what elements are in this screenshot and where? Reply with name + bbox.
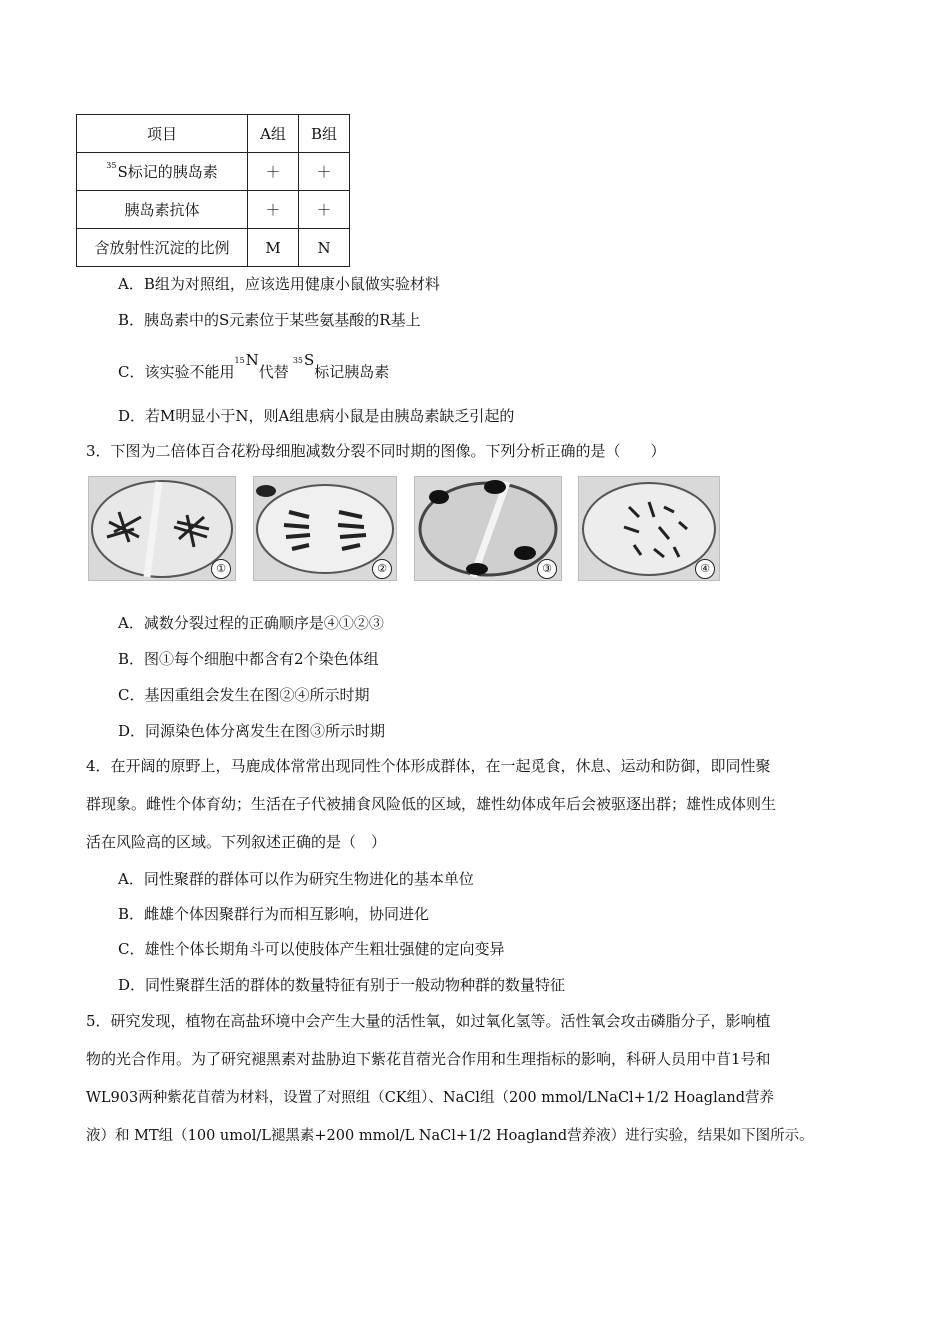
q3-option-b: B．图①每个细胞中都含有2个染色体组 [118,650,379,668]
q4-option-d: D．同性聚群生活的群体的数量特征有别于一般动物种群的数量特征 [118,976,566,994]
q5-stem-line-3: WL903两种紫花苜蓿为材料，设置了对照组（CK组）、NaCl组（200 mmol/LNaCl+1/2 Hoagland营养 [86,1090,774,1106]
table-cell-a: ＋ [248,153,299,191]
micrograph-2 [253,476,397,581]
q2-option-c-text: C．该实验不能用 [118,363,235,381]
q2-option-c-text: 标记胰岛素 [314,363,390,381]
q5-stem-line-1: 5．研究发现，植物在高盐环境中会产生大量的活性氧，如过氧化氢等。活性氧会攻击磷脂分子，影响植 [86,1012,771,1030]
element-symbol: S [304,351,315,369]
q4-stem-line-3: 活在风险高的区域。下列叙述正确的是（ ） [86,833,387,851]
isotope-superscript: 15 [234,356,245,365]
table-row [77,153,350,191]
micrograph-1 [88,476,236,581]
figure-number-label: ④ [695,559,715,579]
table-cell-label: 胰岛素抗体 [77,191,248,229]
q5-stem-line-4: 液）和 MT组（100 umol/L褪黑素+200 mmol/L NaCl+1/2 Hoagland营养液）进行实验，结果如下图所示。 [86,1128,814,1144]
table-cell-b: N [299,229,350,267]
element-symbol: N [245,351,259,369]
figure-number-label: ① [211,559,231,579]
table-cell-label [77,153,248,191]
experiment-table [76,114,350,267]
table-header-group-b: B组 [299,115,350,153]
table-cell-b: ＋ [299,191,350,229]
table-header-row [77,115,350,153]
table-row [77,191,350,229]
q3-option-c: C．基因重组会发生在图②④所示时期 [118,686,370,704]
q2-option-d: D．若M明显小于N，则A组患病小鼠是由胰岛素缺乏引起的 [118,407,515,425]
table-cell-label: 含放射性沉淀的比例 [77,229,248,267]
q3-option-d: D．同源染色体分离发生在图③所示时期 [118,722,386,740]
table-header-item: 项目 [77,115,248,153]
q2-option-a: A．B组为对照组，应该选用健康小鼠做实验材料 [118,275,440,293]
q2-option-c-text: 代替 [258,363,289,381]
q4-stem-line-1: 4．在开阔的原野上，马鹿成体常常出现同性个体形成群体，在一起觅食，休息、运动和防御，即同性聚 [86,757,771,775]
q4-option-c: C．雄性个体长期角斗可以使肢体产生粗壮强健的定向变异 [118,940,505,958]
q2-option-b: B．胰岛素中的S元素位于某些氨基酸的R基上 [118,311,421,329]
q4-option-a: A．同性聚群的群体可以作为研究生物进化的基本单位 [118,870,474,888]
figure-number-label: ③ [537,559,557,579]
q2-option-c [118,351,390,382]
table-header-group-a: A组 [248,115,299,153]
table-cell-b: ＋ [299,153,350,191]
isotope-superscript: 35 [106,161,117,170]
table-cell-a: ＋ [248,191,299,229]
q3-stem: 3．下图为二倍体百合花粉母细胞减数分裂不同时期的图像。下列分析正确的是（ ） [86,442,666,460]
row-label: S标记的胰岛素 [117,163,218,181]
micrograph-3 [414,476,562,581]
table-row [77,229,350,267]
q4-option-b: B．雌雄个体因聚群行为而相互影响，协同进化 [118,905,430,923]
table-cell-a: M [248,229,299,267]
figure-number-label: ② [372,559,392,579]
micrograph-4 [578,476,720,581]
q3-option-a: A．减数分裂过程的正确顺序是④①②③ [118,614,384,632]
isotope-superscript: 35 [292,356,303,365]
q5-stem-line-2: 物的光合作用。为了研究褪黑素对盐胁迫下紫花苜蓿光合作用和生理指标的影响，科研人员用中苜1号和 [86,1050,771,1068]
q4-stem-line-2: 群现象。雌性个体育幼；生活在子代被捕食风险低的区域，雄性幼体成年后会被驱逐出群；雄性成体则生 [86,795,777,813]
